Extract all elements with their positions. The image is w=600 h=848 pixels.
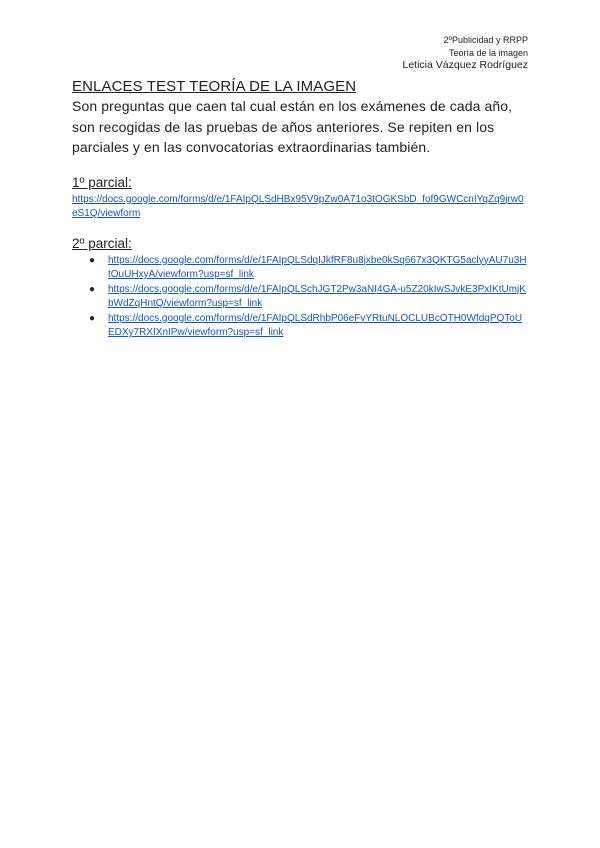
form-link-partial-2c[interactable]: https://docs.google.com/forms/d/e/1FAIpQLSdRhbP06eFvYRtuNLOCLUBcOTH0WfdqPQToUEDXy7RXIXnIPw/viewform?usp=sf_link	[108, 312, 523, 338]
bullet-icon: ●	[89, 254, 96, 266]
header-author: Leticia Vázquez Rodríguez	[402, 59, 528, 71]
document-body	[72, 77, 528, 341]
link-list	[72, 254, 528, 341]
header-course: 2ºPublicidad y RRPP	[443, 35, 528, 45]
form-link-partial-2b[interactable]: https://docs.google.com/forms/d/e/1FAIpQLSchJGT2Pw3aNI4GA-u5Z20kIwSJvkE3PxIKtUmjKbWdZqHntQ/viewform?usp=sf_link	[108, 283, 526, 309]
header-subject: Teoría de la imagen	[448, 47, 528, 58]
document-title: ENLACES TEST TEORÍA DE LA IMAGEN	[72, 78, 357, 95]
list-item	[72, 283, 528, 312]
document-header	[403, 34, 529, 72]
form-link-partial-1[interactable]: https://docs.google.com/forms/d/e/1FAIpQLSdHBx95V9pZw0A71o3tOGKSbD_fof9GWCcnIYqZq9jrw0eS1Q/viewform	[72, 193, 524, 219]
list-item	[72, 312, 528, 341]
section-heading-2: 2º parcial:	[72, 235, 132, 251]
section-second-partial	[72, 236, 528, 341]
list-item	[72, 254, 528, 283]
bullet-icon: ●	[89, 312, 96, 324]
section-first-partial	[72, 175, 528, 222]
section-heading-1: 1º parcial:	[72, 174, 132, 190]
bullet-icon: ●	[89, 283, 96, 295]
form-link-partial-2a[interactable]: https://docs.google.com/forms/d/e/1FAIpQLSdqIJkfRF8u8jxbe0kSq667x3QKTG5aclyyAU7u3HtOuUHxyA/viewform?usp=sf_link	[108, 254, 527, 280]
intro-paragraph: Son preguntas que caen tal cual están en los exámenes de cada año, son recogidas de las pruebas de años anteriores. Se repiten en los parciales y en las convocatorias extraordinarias también.	[72, 98, 513, 155]
